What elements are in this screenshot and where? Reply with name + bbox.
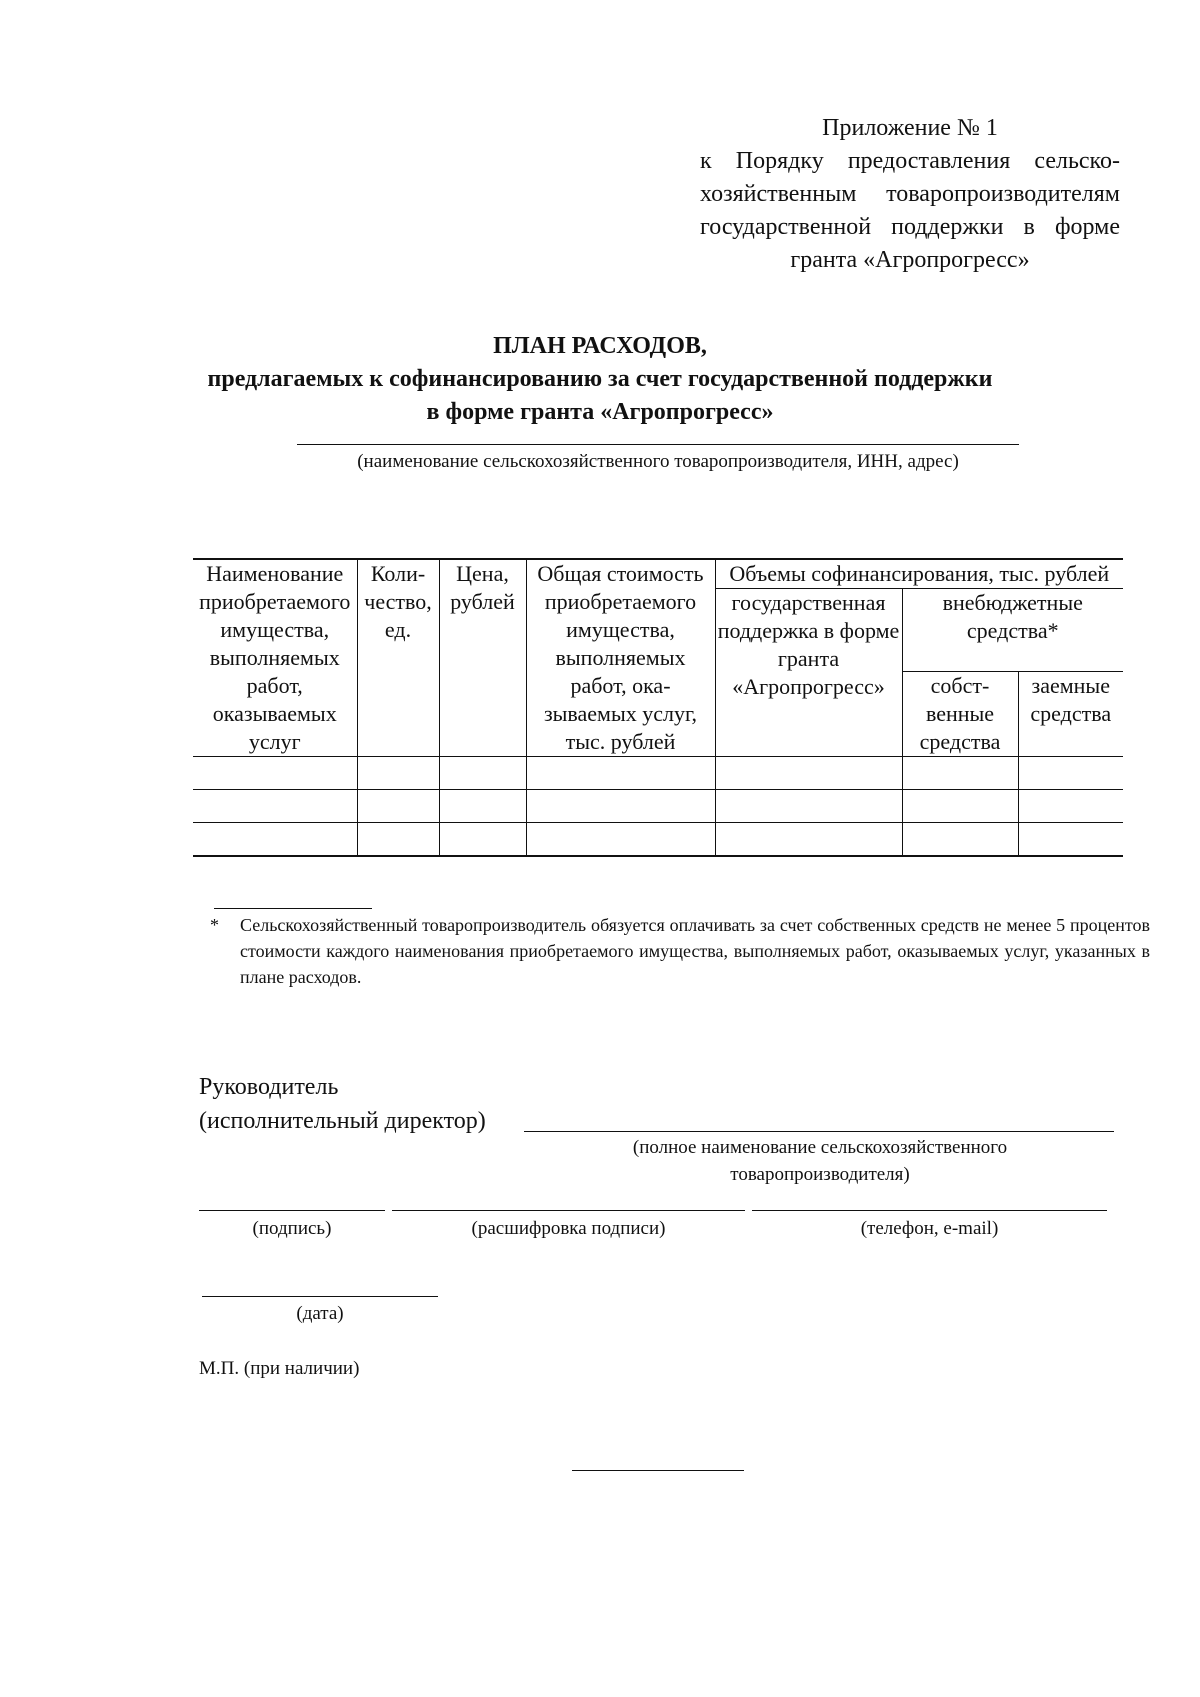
table-cell[interactable] <box>715 823 902 857</box>
table-cell[interactable] <box>1018 757 1123 790</box>
appendix-block <box>700 112 1120 277</box>
table-cell[interactable] <box>715 790 902 823</box>
date-caption: (дата) <box>296 1303 344 1324</box>
table-cell[interactable] <box>526 790 715 823</box>
signature-fill-line[interactable] <box>199 1210 385 1211</box>
appendix-text: к Порядку предоставления сельскохозяйственным товаропроизводителям государственной поддержки в форме гранта «Агропрогресс» <box>700 148 1120 273</box>
table-cell[interactable] <box>526 757 715 790</box>
table-row <box>193 757 1123 790</box>
table-row <box>193 823 1123 857</box>
footnote-text: Сельскохозяйственный товаропроизводитель обязуется оплачивать за счет собственных средств не менее 5 процентов стоимости каждого наименования приобретаемого имущества, выполняемых работ, оказываемых услуг, указанных в плане расходов. <box>240 915 1150 987</box>
decode-caption: (расшифровка подписи) <box>471 1218 666 1239</box>
phone-caption: (телефон, e-mail) <box>860 1218 999 1239</box>
director-label: (исполнительный директор) <box>199 1108 486 1134</box>
end-divider <box>572 1470 744 1471</box>
header-price: Цена, рублей <box>439 559 526 757</box>
header-extra-budget: внебюджетные средства* <box>902 589 1123 672</box>
head-label: Руководитель <box>199 1074 339 1100</box>
table-cell[interactable] <box>439 757 526 790</box>
table-cell[interactable] <box>1018 790 1123 823</box>
header-state-support: государственная поддержка в форме гранта «Агропрогресс» <box>715 589 902 757</box>
phone-fill-line[interactable] <box>752 1210 1107 1211</box>
table-cell[interactable] <box>1018 823 1123 857</box>
title-line-3: в форме гранта «Агропрогресс» <box>426 399 774 425</box>
director-caption: (полное наименование сельскохозяйственного товаропроизводителя) <box>632 1137 1008 1185</box>
table-cell[interactable] <box>193 757 357 790</box>
stamp-label: М.П. (при наличии) <box>199 1358 360 1379</box>
table-cell[interactable] <box>902 790 1018 823</box>
header-borrowed-funds: заемные средства <box>1018 672 1123 757</box>
header-item-name: Наименование приобретаемого имущества, выполняемых работ, оказываемых услуг <box>193 559 357 757</box>
table-cell[interactable] <box>357 823 439 857</box>
table-cell[interactable] <box>193 790 357 823</box>
table-cell[interactable] <box>715 757 902 790</box>
header-own-funds: собственные средства <box>902 672 1018 757</box>
head-label-block <box>199 1070 486 1138</box>
table-cell[interactable] <box>439 790 526 823</box>
header-quantity: Количество, ед. <box>357 559 439 757</box>
table-cell[interactable] <box>902 757 1018 790</box>
table-cell[interactable] <box>526 823 715 857</box>
organization-caption: (наименование сельскохозяйственного товаропроизводителя, ИНН, адрес) <box>357 451 959 472</box>
table-cell[interactable] <box>902 823 1018 857</box>
document-title <box>150 330 1050 429</box>
footnote-divider <box>214 908 372 909</box>
director-fill-line[interactable] <box>524 1131 1114 1132</box>
title-line-1: ПЛАН РАСХОДОВ, <box>493 333 707 359</box>
expense-plan-table <box>193 558 1123 857</box>
header-total-cost: Общая стоимость приобретаемого имущества, выполняемых работ, оказываемых услуг, тыс. рублей <box>526 559 715 757</box>
footnote <box>210 912 1150 990</box>
decode-fill-line[interactable] <box>392 1210 745 1211</box>
table-cell[interactable] <box>357 790 439 823</box>
signature-caption: (подпись) <box>252 1218 332 1239</box>
appendix-number: Приложение № 1 <box>822 115 998 141</box>
title-line-2: предлагаемых к софинансированию за счет государственной поддержки <box>207 366 993 392</box>
header-cofinancing: Объемы софинансирования, тыс. рублей <box>715 559 1123 589</box>
footnote-marker: * <box>210 915 219 935</box>
date-fill-line[interactable] <box>202 1296 438 1297</box>
table-cell[interactable] <box>193 823 357 857</box>
table-cell[interactable] <box>439 823 526 857</box>
table-cell[interactable] <box>357 757 439 790</box>
table-row <box>193 790 1123 823</box>
organization-fill-line[interactable] <box>297 444 1019 445</box>
